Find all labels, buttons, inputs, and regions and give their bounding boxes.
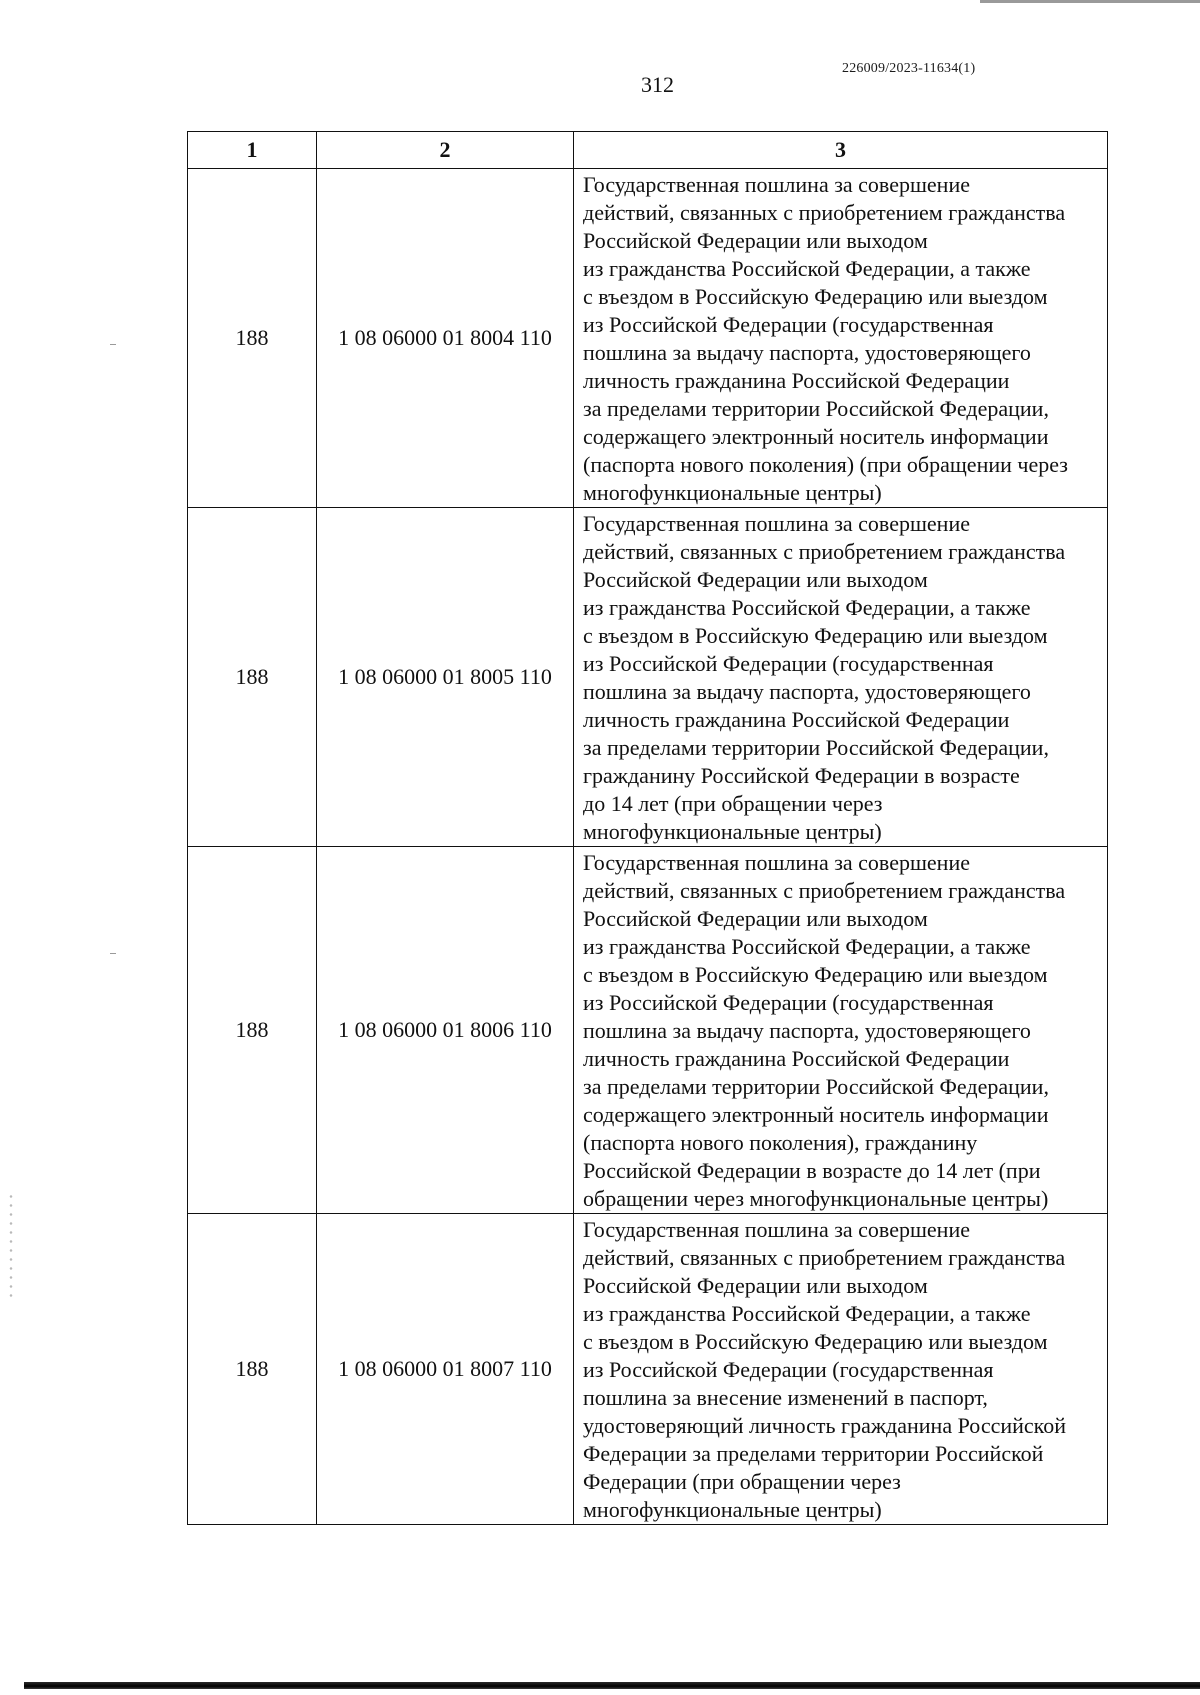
- table-row: [188, 847, 1108, 1214]
- budget-code-table: [187, 131, 1108, 1525]
- column-header-1: 1: [188, 132, 317, 169]
- scan-artifact-mark: [110, 344, 116, 345]
- scan-edge-top: [980, 0, 1200, 3]
- scan-margin-dots: [7, 1192, 15, 1302]
- table-row: [188, 1214, 1108, 1525]
- administrator-code-cell: 188: [188, 169, 317, 508]
- revenue-description-cell: Государственная пошлина за совершение действий, связанных с приобретением гражданства Российской Федерации или выходом из гражданства Российской Федерации, а также с въездом в Российскую Федерацию или выездом из Российской Федерации (государственная пошлина за выдачу паспорта, удостоверяющего личность гражданина Российской Федерации за пределами территории Российской Федерации, гражданину Российской Федерации в возрасте до 14 лет (при обращении через многофункциональные центры): [574, 508, 1108, 847]
- administrator-code-cell: 188: [188, 847, 317, 1214]
- budget-classification-code-cell: 1 08 06000 01 8004 110: [317, 169, 574, 508]
- table-header-row: [188, 132, 1108, 169]
- scan-artifact-mark: [110, 953, 116, 954]
- budget-classification-code-cell: 1 08 06000 01 8005 110: [317, 508, 574, 847]
- table-row: [188, 508, 1108, 847]
- administrator-code-cell: 188: [188, 1214, 317, 1525]
- revenue-description-cell: Государственная пошлина за совершение действий, связанных с приобретением гражданства Российской Федерации или выходом из гражданства Российской Федерации, а также с въездом в Российскую Федерацию или выездом из Российской Федерации (государственная пошлина за внесение изменений в паспорт, удостоверяющий личность гражданина Российской Федерации за пределами территории Российской Федерации (при обращении через многофункциональные центры): [574, 1214, 1108, 1525]
- column-header-3: 3: [574, 132, 1108, 169]
- table-row: [188, 169, 1108, 508]
- revenue-description-cell: Государственная пошлина за совершение действий, связанных с приобретением гражданства Российской Федерации или выходом из гражданства Российской Федерации, а также с въездом в Российскую Федерацию или выездом из Российской Федерации (государственная пошлина за выдачу паспорта, удостоверяющего личность гражданина Российской Федерации за пределами территории Российской Федерации, содержащего электронный носитель информации (паспорта нового поколения) (при обращении через многофункциональные центры): [574, 169, 1108, 508]
- administrator-code-cell: 188: [188, 508, 317, 847]
- revenue-description-cell: Государственная пошлина за совершение действий, связанных с приобретением гражданства Российской Федерации или выходом из гражданства Российской Федерации, а также с въездом в Российскую Федерацию или выездом из Российской Федерации (государственная пошлина за выдачу паспорта, удостоверяющего личность гражданина Российской Федерации за пределами территории Российской Федерации, содержащего электронный носитель информации (паспорта нового поколения), гражданину Российской Федерации в возрасте до 14 лет (при обращении через многофункциональные центры): [574, 847, 1108, 1214]
- page-number: 312: [641, 72, 674, 97]
- column-header-2: 2: [317, 132, 574, 169]
- document-registration-number: 226009/2023-11634(1): [842, 61, 976, 76]
- budget-classification-code-cell: 1 08 06000 01 8006 110: [317, 847, 574, 1214]
- scan-edge-bottom: [24, 1682, 1200, 1689]
- budget-classification-code-cell: 1 08 06000 01 8007 110: [317, 1214, 574, 1525]
